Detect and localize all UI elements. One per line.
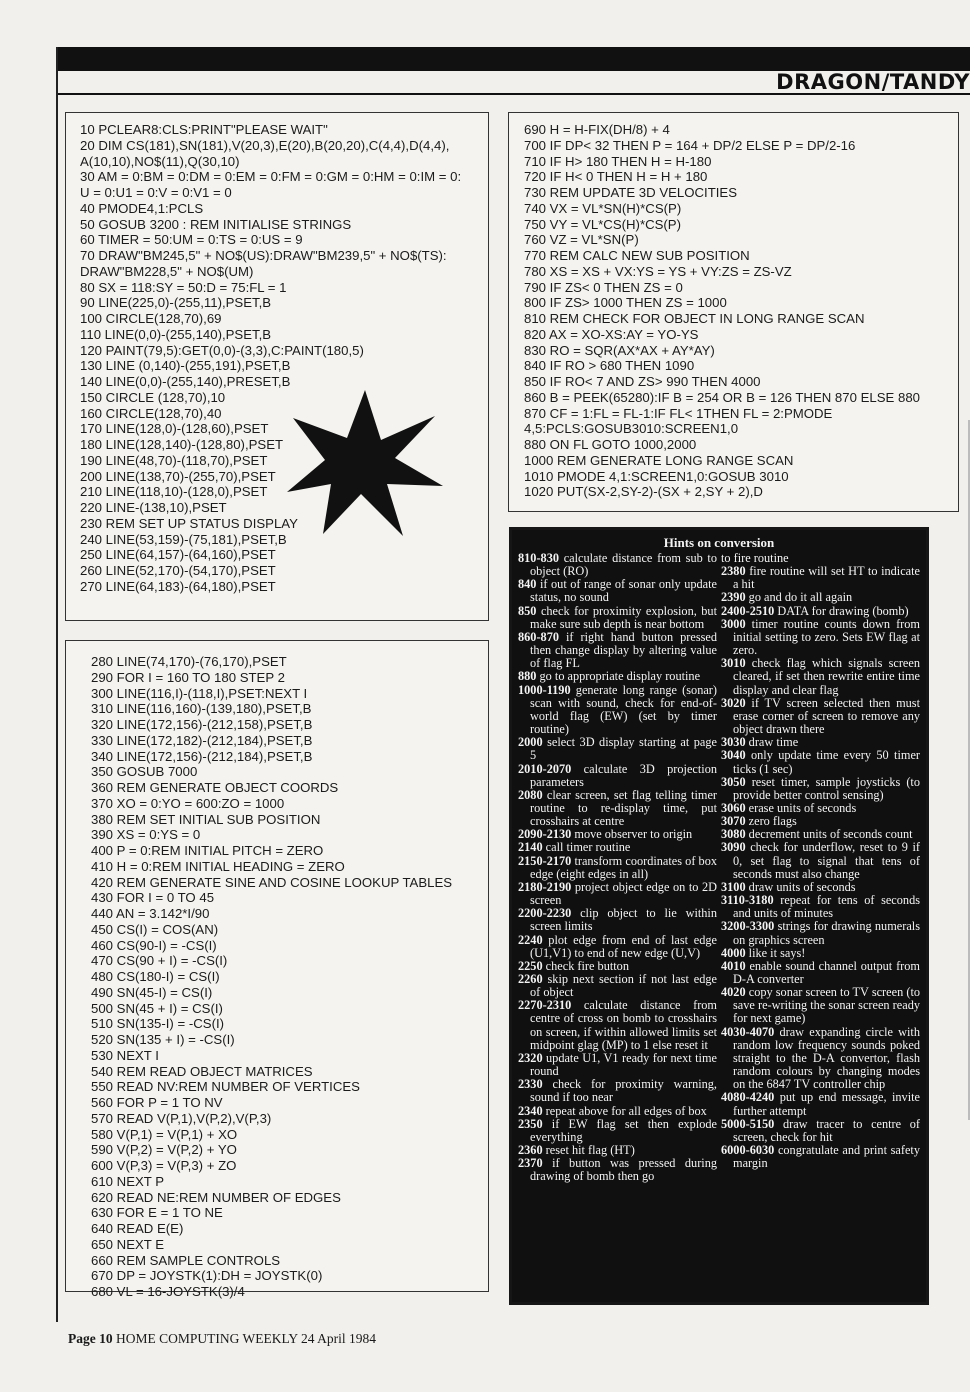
hint-text: check fire button [545, 958, 629, 973]
code-line: 400 P = 0:REM INITIAL PITCH = ZERO [91, 843, 324, 858]
code-line: 110 LINE(0,0)-(255,140),PSET,B [80, 326, 272, 342]
hint-item [518, 973, 717, 999]
code-line: 160 CIRCLE(128,70),40 [80, 405, 222, 421]
hint-item [721, 565, 920, 591]
hints-box [509, 527, 929, 1305]
hint-text: put up end message, invite further attempt [733, 1090, 920, 1118]
hint-item [518, 1078, 717, 1104]
hint-text: draw expanding circle with random low frequency sounds poked straight to the D-A convertor, flash random colours by changing modes on the 6847 TV controller chip [733, 1024, 920, 1092]
hint-item [721, 960, 920, 986]
code-line: 630 FOR E = 1 TO NE [91, 1205, 223, 1221]
hints-columns [518, 552, 920, 1300]
hint-text: draw time [748, 735, 799, 750]
code-line: 700 IF DP< 32 THEN P = 164 + DP/2 ELSE P = DP/2-16 [524, 137, 856, 153]
code-line: 440 AN = 3.142*I/90 [91, 906, 210, 921]
hint-line-number: 4010 [721, 958, 746, 973]
code-line: 230 REM SET UP STATUS DISPLAY [80, 515, 298, 531]
code-line: 360 REM GENERATE OBJECT COORDS [91, 780, 339, 795]
listing-panel-c [508, 112, 959, 512]
hint-line-number: 850 [518, 603, 537, 618]
hints-title: Hints on conversion [663, 535, 775, 550]
code-line: 390 XS = 0:YS = 0 [91, 827, 201, 843]
hint-text: if right hand button pressed then change display by altering value of flag FL [530, 629, 717, 671]
hint-line-number: 2370 [518, 1156, 543, 1171]
hint-line-number: 3110-3180 [721, 893, 774, 908]
hint-line-number: 3070 [721, 814, 746, 829]
code-line: 180 LINE(128,140)-(128,80),PSET [80, 437, 284, 452]
hint-item [721, 1091, 920, 1117]
hint-item [518, 1157, 717, 1183]
code-line: 420 REM GENERATE SINE AND COSINE LOOKUP TABLES [91, 874, 453, 890]
hint-line-number: 2080 [518, 787, 543, 802]
code-line: 310 LINE(116,160)-(139,180),PSET,B [91, 701, 312, 717]
hints-column-right [721, 552, 920, 1300]
hint-text: copy sonar screen to TV screen (to save re-writing the sonar screen ready for next game) [733, 985, 921, 1026]
code-line: 350 GOSUB 7000 [91, 764, 198, 780]
hint-line-number: 3020 [721, 695, 746, 710]
hint-text: fire routine will set HT to indicate a hit [733, 564, 920, 592]
hint-line-number: 3100 [721, 879, 746, 894]
page-footer [68, 1331, 376, 1347]
hint-item [721, 920, 920, 946]
code-line: 690 H = H-FIX(DH/8) + 4 [524, 122, 670, 137]
hint-text: like it says! [748, 945, 806, 960]
hints-column-left [518, 552, 717, 1300]
code-line: 210 LINE(118,10)-(128,0),PSET [80, 484, 268, 500]
hint-line-number: 2200-2230 [518, 906, 572, 921]
code-line: 640 READ E(E) [91, 1221, 184, 1236]
hint-text: call timer routine [545, 840, 631, 855]
code-line: 170 LINE(128,0)-(128,60),PSET [80, 421, 269, 437]
hint-line-number: 810-830 [518, 551, 559, 565]
code-line: 780 XS = XS + VX:YS = YS + VY:ZS = ZS-VZ [524, 263, 792, 279]
code-line: 570 READ V(P,1),V(P,2),V(P,3) [91, 1110, 272, 1126]
code-line: 260 LINE(52,170)-(54,170),PSET [80, 563, 276, 578]
code-line: 370 XO = 0:YO = 600:ZO = 1000 [91, 795, 285, 811]
code-line: 290 FOR I = 160 TO 180 STEP 2 [91, 669, 285, 685]
starburst-shape [287, 390, 443, 536]
hint-text: move observer to origin [574, 827, 693, 842]
hint-item [518, 934, 717, 960]
hint-text: check for underflow, reset to 9 if 0, set flag to signal that tens of seconds must also change [733, 840, 920, 881]
hint-text: if out of range of sonar only update status, no sound [530, 577, 717, 605]
code-line: 720 IF H< 0 THEN H = H + 180 [524, 169, 708, 185]
hint-text: calculate distance from centre of cross on bomb to crosshairs on screen, if within allowed limits set midpoint glag (MP) to 1 else reset it [530, 998, 717, 1052]
hint-line-number: 2140 [518, 840, 543, 855]
hint-text: repeat above for all edges of box [545, 1103, 707, 1118]
listing-panel-a [65, 112, 489, 621]
hint-item [518, 999, 717, 1052]
hint-line-number: 2090-2130 [518, 827, 572, 842]
hint-text: go to appropriate display routine [539, 669, 701, 684]
hint-item [518, 881, 717, 907]
hint-line-number: 2270-2310 [518, 998, 572, 1013]
code-line: 500 SN(45 + I) = CS(I) [91, 1000, 223, 1016]
hint-line-number: 2400-2510 [721, 603, 775, 618]
hint-item [721, 841, 920, 880]
code-line: 670 DP = JOYSTK(1):DH = JOYSTK(0) [91, 1268, 323, 1284]
code-line: 10 PCLEAR8:CLS:PRINT"PLEASE WAIT" [80, 122, 328, 137]
code-line: 870 CF = 1:FL = FL-1:IF FL< 1THEN FL = 2:PMODE [524, 405, 833, 421]
hint-text: calculate distance from sub to object (RO) [530, 551, 718, 579]
code-line: 120 PAINT(79,5):GET(0,0)-(3,3),C:PAINT(180,5) [80, 342, 364, 358]
code-line: 860 B = PEEK(65280):IF B = 254 OR B = 126 THEN 870 ELSE 880 [524, 389, 920, 405]
code-line: 200 LINE(138,70)-(255,70),PSET [80, 468, 276, 484]
code-line: 330 LINE(172,182)-(212,184),PSET,B [91, 732, 313, 748]
hint-line-number: 2330 [518, 1077, 543, 1092]
code-line: 30 AM = 0:BM = 0:DM = 0:EM = 0:FM = 0:GM = 0:HM = 0:IM = 0: [80, 169, 462, 185]
hint-item [518, 736, 717, 762]
code-line: 800 IF ZS> 1000 THEN ZS = 1000 [524, 295, 727, 311]
code-line: 660 REM SAMPLE CONTROLS [91, 1252, 281, 1268]
code-line: 410 H = 0:REM INITIAL HEADING = ZERO [91, 858, 345, 874]
hint-text: decrement units of seconds count [748, 827, 913, 842]
code-line: 540 REM READ OBJECT MATRICES [91, 1063, 313, 1079]
hint-text: if button was pressed during drawing of bomb then go [530, 1156, 718, 1184]
hint-line-number: 3080 [721, 827, 746, 842]
hint-item [518, 1118, 717, 1144]
hint-line-number: 2150-2170 [518, 853, 572, 868]
hint-line-number: 2360 [518, 1143, 543, 1158]
header-bar [58, 47, 970, 71]
hint-line-number: 2000 [518, 735, 543, 750]
code-line: 680 VL = 16-JOYSTK(3)/4 [91, 1284, 245, 1299]
hint-text: check flag which signals screen cleared, if set then rewrite entire time display and clear flag [733, 656, 920, 697]
code-line: 730 REM UPDATE 3D VELOCITIES [524, 185, 738, 200]
page-left-rule [56, 47, 58, 1322]
hint-text: calculate 3D projection parameters [530, 761, 717, 789]
hint-line-number: 840 [518, 577, 537, 592]
hint-line-number: 2260 [518, 972, 543, 986]
code-line: 610 NEXT P [91, 1173, 165, 1189]
hint-line-number: 4080-4240 [721, 1090, 775, 1105]
hint-item [721, 1144, 920, 1170]
code-line: 510 SN(135-I) = -CS(I) [91, 1016, 225, 1032]
hint-item [518, 605, 717, 631]
hint-line-number: 2350 [518, 1116, 543, 1131]
hint-item [721, 1026, 920, 1092]
hint-text: skip next section if not last edge of object [530, 972, 717, 1000]
code-line: 760 VZ = VL*SN(P) [524, 232, 639, 248]
code-line: 750 VY = VL*CS(H)*CS(P) [524, 216, 681, 232]
hint-line-number: 2390 [721, 590, 746, 605]
page-number: Page 10 [68, 1331, 113, 1346]
code-line: 100 CIRCLE(128,70),69 [80, 311, 222, 326]
hint-text: if TV screen selected then must erase corner of screen to remove any object drawn there [733, 695, 920, 737]
code-line: 550 READ NV:REM NUMBER OF VERTICES [91, 1079, 360, 1095]
code-line: U = 0:U1 = 0:V = 0:V1 = 0 [80, 185, 232, 200]
hint-line-number: 3200-3300 [721, 919, 775, 934]
code-line: 450 CS(I) = COS(AN) [91, 921, 219, 937]
hint-item [518, 631, 717, 670]
code-line: 50 GOSUB 3200 : REM INITIALISE STRINGS [80, 216, 352, 232]
code-line: 560 FOR P = 1 TO NV [91, 1095, 223, 1110]
hint-text: congratulate and print safety margin [733, 1143, 920, 1171]
hint-line-number: 3040 [721, 748, 746, 763]
hint-item [518, 763, 717, 789]
code-line: 460 CS(90-I) = -CS(I) [91, 937, 217, 953]
code-line: 590 V(P,2) = V(P,2) + YO [91, 1142, 237, 1158]
code-line: 880 ON FL GOTO 1000,2000 [524, 437, 697, 452]
hint-line-number: 880 [518, 669, 537, 684]
code-line: 830 RO = SQR(AX*AX + AY*AY) [524, 342, 715, 358]
code-line: 20 DIM CS(181),SN(181),V(20,3),E(20),B(20,20),C(4,4),D(4,4), [80, 137, 450, 153]
code-line: 380 REM SET INITIAL SUB POSITION [91, 811, 321, 827]
hint-line-number: 2320 [518, 1050, 543, 1065]
hint-text: transform coordinates of box edge (eight edges in all) [530, 853, 718, 881]
hint-text: update U1, V1 ready for next time round [530, 1050, 717, 1079]
code-line: 740 VX = VL*SN(H)*CS(P) [524, 200, 682, 216]
code-line: 820 AX = XO-XS:AY = YO-YS [524, 326, 699, 342]
code-line: 250 LINE(64,157)-(64,160),PSET [80, 547, 276, 563]
hint-item [721, 1118, 920, 1144]
hint-text: to fire routine [721, 551, 789, 565]
code-line: 90 LINE(225,0)-(255,11),PSET,B [80, 295, 272, 311]
hint-line-number: 4030-4070 [721, 1024, 775, 1039]
hint-item [721, 749, 920, 775]
code-line: 490 SN(45-I) = CS(I) [91, 984, 213, 1000]
hint-line-number: 5000-5150 [721, 1116, 775, 1131]
hint-text: project object edge on to 2D screen [530, 879, 717, 908]
hint-text: erase units of seconds [748, 800, 857, 815]
hint-line-number: 3060 [721, 800, 746, 815]
hint-text: draw tracer to centre of screen, check for hit [733, 1116, 921, 1144]
code-line: 240 LINE(53,159)-(75,181),PSET,B [80, 531, 287, 547]
hint-line-number: 1000-1190 [518, 682, 571, 697]
code-line: 40 PMODE4,1:PCLS [80, 200, 204, 216]
code-line: 850 IF RO< 7 AND ZS> 990 THEN 4000 [524, 374, 761, 389]
hint-item [518, 552, 717, 578]
code-listing-b [66, 641, 488, 1300]
code-line: 270 LINE(64,183)-(64,180),PSET [80, 578, 276, 594]
hint-text: enable sound channel output from D-A converter [733, 958, 920, 986]
hint-item [721, 618, 920, 657]
code-line: 70 DRAW"BM245,5" + NO$(US):DRAW"BM239,5" + NO$(TS): [80, 248, 447, 263]
hint-text: clip object to lie within screen limits [530, 906, 717, 934]
hint-line-number: 3010 [721, 656, 746, 671]
code-line: 320 LINE(172,156)-(212,158),PSET,B [91, 717, 313, 732]
code-line: 710 IF H> 180 THEN H = H-180 [524, 153, 712, 169]
code-line: 80 SX = 118:SY = 50:D = 75:FL = 1 [80, 279, 287, 295]
hint-line-number: 2250 [518, 958, 543, 973]
hint-text: DATA for drawing (bomb) [777, 603, 909, 618]
hint-text: only update time every 50 timer ticks (1 sec) [733, 748, 921, 776]
hint-line-number: 2340 [518, 1103, 543, 1118]
code-line: 130 LINE (0,140)-(255,191),PSET,B [80, 358, 291, 374]
hint-line-number: 2180-2190 [518, 879, 572, 894]
hint-line-number: 2240 [518, 932, 543, 947]
hint-item [518, 684, 717, 737]
hint-text: repeat for tens of seconds and units of minutes [733, 893, 920, 921]
code-line: 1000 REM GENERATE LONG RANGE SCAN [524, 452, 794, 468]
starburst-graphic [285, 388, 445, 538]
hint-text: plot edge from end of last edge (U1,V1) to end of new edge (U,V) [530, 932, 717, 960]
code-line: 150 CIRCLE (128,70),10 [80, 389, 226, 405]
hint-text: reset timer, sample joysticks (to provide better control sensing) [733, 774, 920, 802]
hint-text: timer routine counts down from initial setting to zero. Sets EW flag at zero. [733, 616, 920, 658]
code-line: 140 LINE(0,0)-(255,140),PRESET,B [80, 374, 291, 389]
hint-text: zero flags [748, 814, 797, 829]
hint-item [721, 776, 920, 802]
listing-panel-b [65, 640, 489, 1299]
section-title: DRAGON/TANDY [776, 70, 970, 94]
hint-text: reset hit flag (HT) [545, 1143, 635, 1158]
hint-item [721, 894, 920, 920]
hint-line-number: 860-870 [518, 629, 559, 644]
hint-item [721, 657, 920, 696]
hint-line-number: 2380 [721, 564, 746, 579]
code-line: 580 V(P,1) = V(P,1) + XO [91, 1126, 238, 1142]
hint-text: go and do it all again [748, 590, 853, 605]
code-line: 650 NEXT E [91, 1236, 165, 1252]
code-line: 4,5:PCLS:GOSUB3010:SCREEN1,0 [524, 421, 739, 437]
hint-line-number: 3050 [721, 774, 746, 789]
code-line: DRAW"BM228,5" + NO$(UM) [80, 263, 254, 279]
code-line: 1020 PUT(SX-2,SY-2)-(SX + 2,SY + 2),D [524, 484, 763, 500]
code-line: 530 NEXT I [91, 1047, 159, 1063]
code-line: 480 CS(180-I) = CS(I) [91, 969, 220, 984]
hint-line-number: 4000 [721, 945, 746, 960]
hint-item [721, 697, 920, 736]
code-line: 340 LINE(172,156)-(212,184),PSET,B [91, 748, 313, 764]
hint-text: check for proximity explosion, but make sure sub depth is near bottom [530, 603, 717, 631]
code-line: 790 IF ZS< 0 THEN ZS = 0 [524, 279, 683, 295]
code-line: 620 READ NE:REM NUMBER OF EDGES [91, 1189, 341, 1205]
hint-line-number: 6000-6030 [721, 1143, 775, 1158]
code-line: A(10,10),NO$(11),Q(30,10) [80, 153, 240, 169]
hint-item [518, 855, 717, 881]
hint-item [518, 789, 717, 828]
code-line: 430 FOR I = 0 TO 45 [91, 890, 215, 906]
code-line: 60 TIMER = 50:UM = 0:TS = 0:US = 9 [80, 232, 303, 248]
code-line: 300 LINE(116,I)-(118,I),PSET:NEXT I [91, 685, 308, 701]
code-line: 1010 PMODE 4,1:SCREEN1,0:GOSUB 3010 [524, 468, 789, 484]
hint-line-number: 3090 [721, 840, 746, 855]
hint-item [518, 907, 717, 933]
code-line: 600 V(P,3) = V(P,3) + ZO [91, 1158, 237, 1173]
code-line: 520 SN(135 + I) = -CS(I) [91, 1032, 235, 1047]
code-line: 840 IF RO > 680 THEN 1090 [524, 358, 695, 374]
code-line: 470 CS(90 + I) = -CS(I) [91, 953, 228, 969]
hint-item [518, 1052, 717, 1078]
hint-item [518, 578, 717, 604]
publication-line: HOME COMPUTING WEEKLY 24 April 1984 [116, 1331, 377, 1346]
code-line: 280 LINE(74,170)-(76,170),PSET [91, 654, 287, 669]
hint-line-number: 3000 [721, 616, 746, 631]
hint-line-number: 2010-2070 [518, 761, 572, 776]
code-line: 810 REM CHECK FOR OBJECT IN LONG RANGE SCAN [524, 311, 865, 326]
hint-text: generate long range (sonar) scan with sound, check for end-of-world flag (EW) (set by timer routine) [530, 682, 717, 737]
code-listing-c [509, 113, 958, 500]
hint-text: check for proximity warning, sound if too near [530, 1077, 718, 1105]
hint-text: draw units of seconds [748, 879, 856, 894]
hint-text: strings for drawing numerals on graphics screen [733, 919, 920, 947]
hint-line-number: 3030 [721, 735, 746, 750]
code-line: 220 LINE-(138,10),PSET [80, 500, 227, 515]
code-line: 190 LINE(48,70)-(118,70),PSET [80, 452, 268, 468]
hint-text: select 3D display starting at page 5 [530, 735, 717, 763]
hint-text: clear screen, set flag telling timer routine to re-display time, put crosshairs at centre [530, 787, 718, 829]
hint-text: if EW flag set then explode everything [530, 1116, 717, 1144]
code-line: 770 REM CALC NEW SUB POSITION [524, 248, 750, 263]
hint-line-number: 4020 [721, 985, 746, 1000]
hint-item [721, 986, 920, 1025]
